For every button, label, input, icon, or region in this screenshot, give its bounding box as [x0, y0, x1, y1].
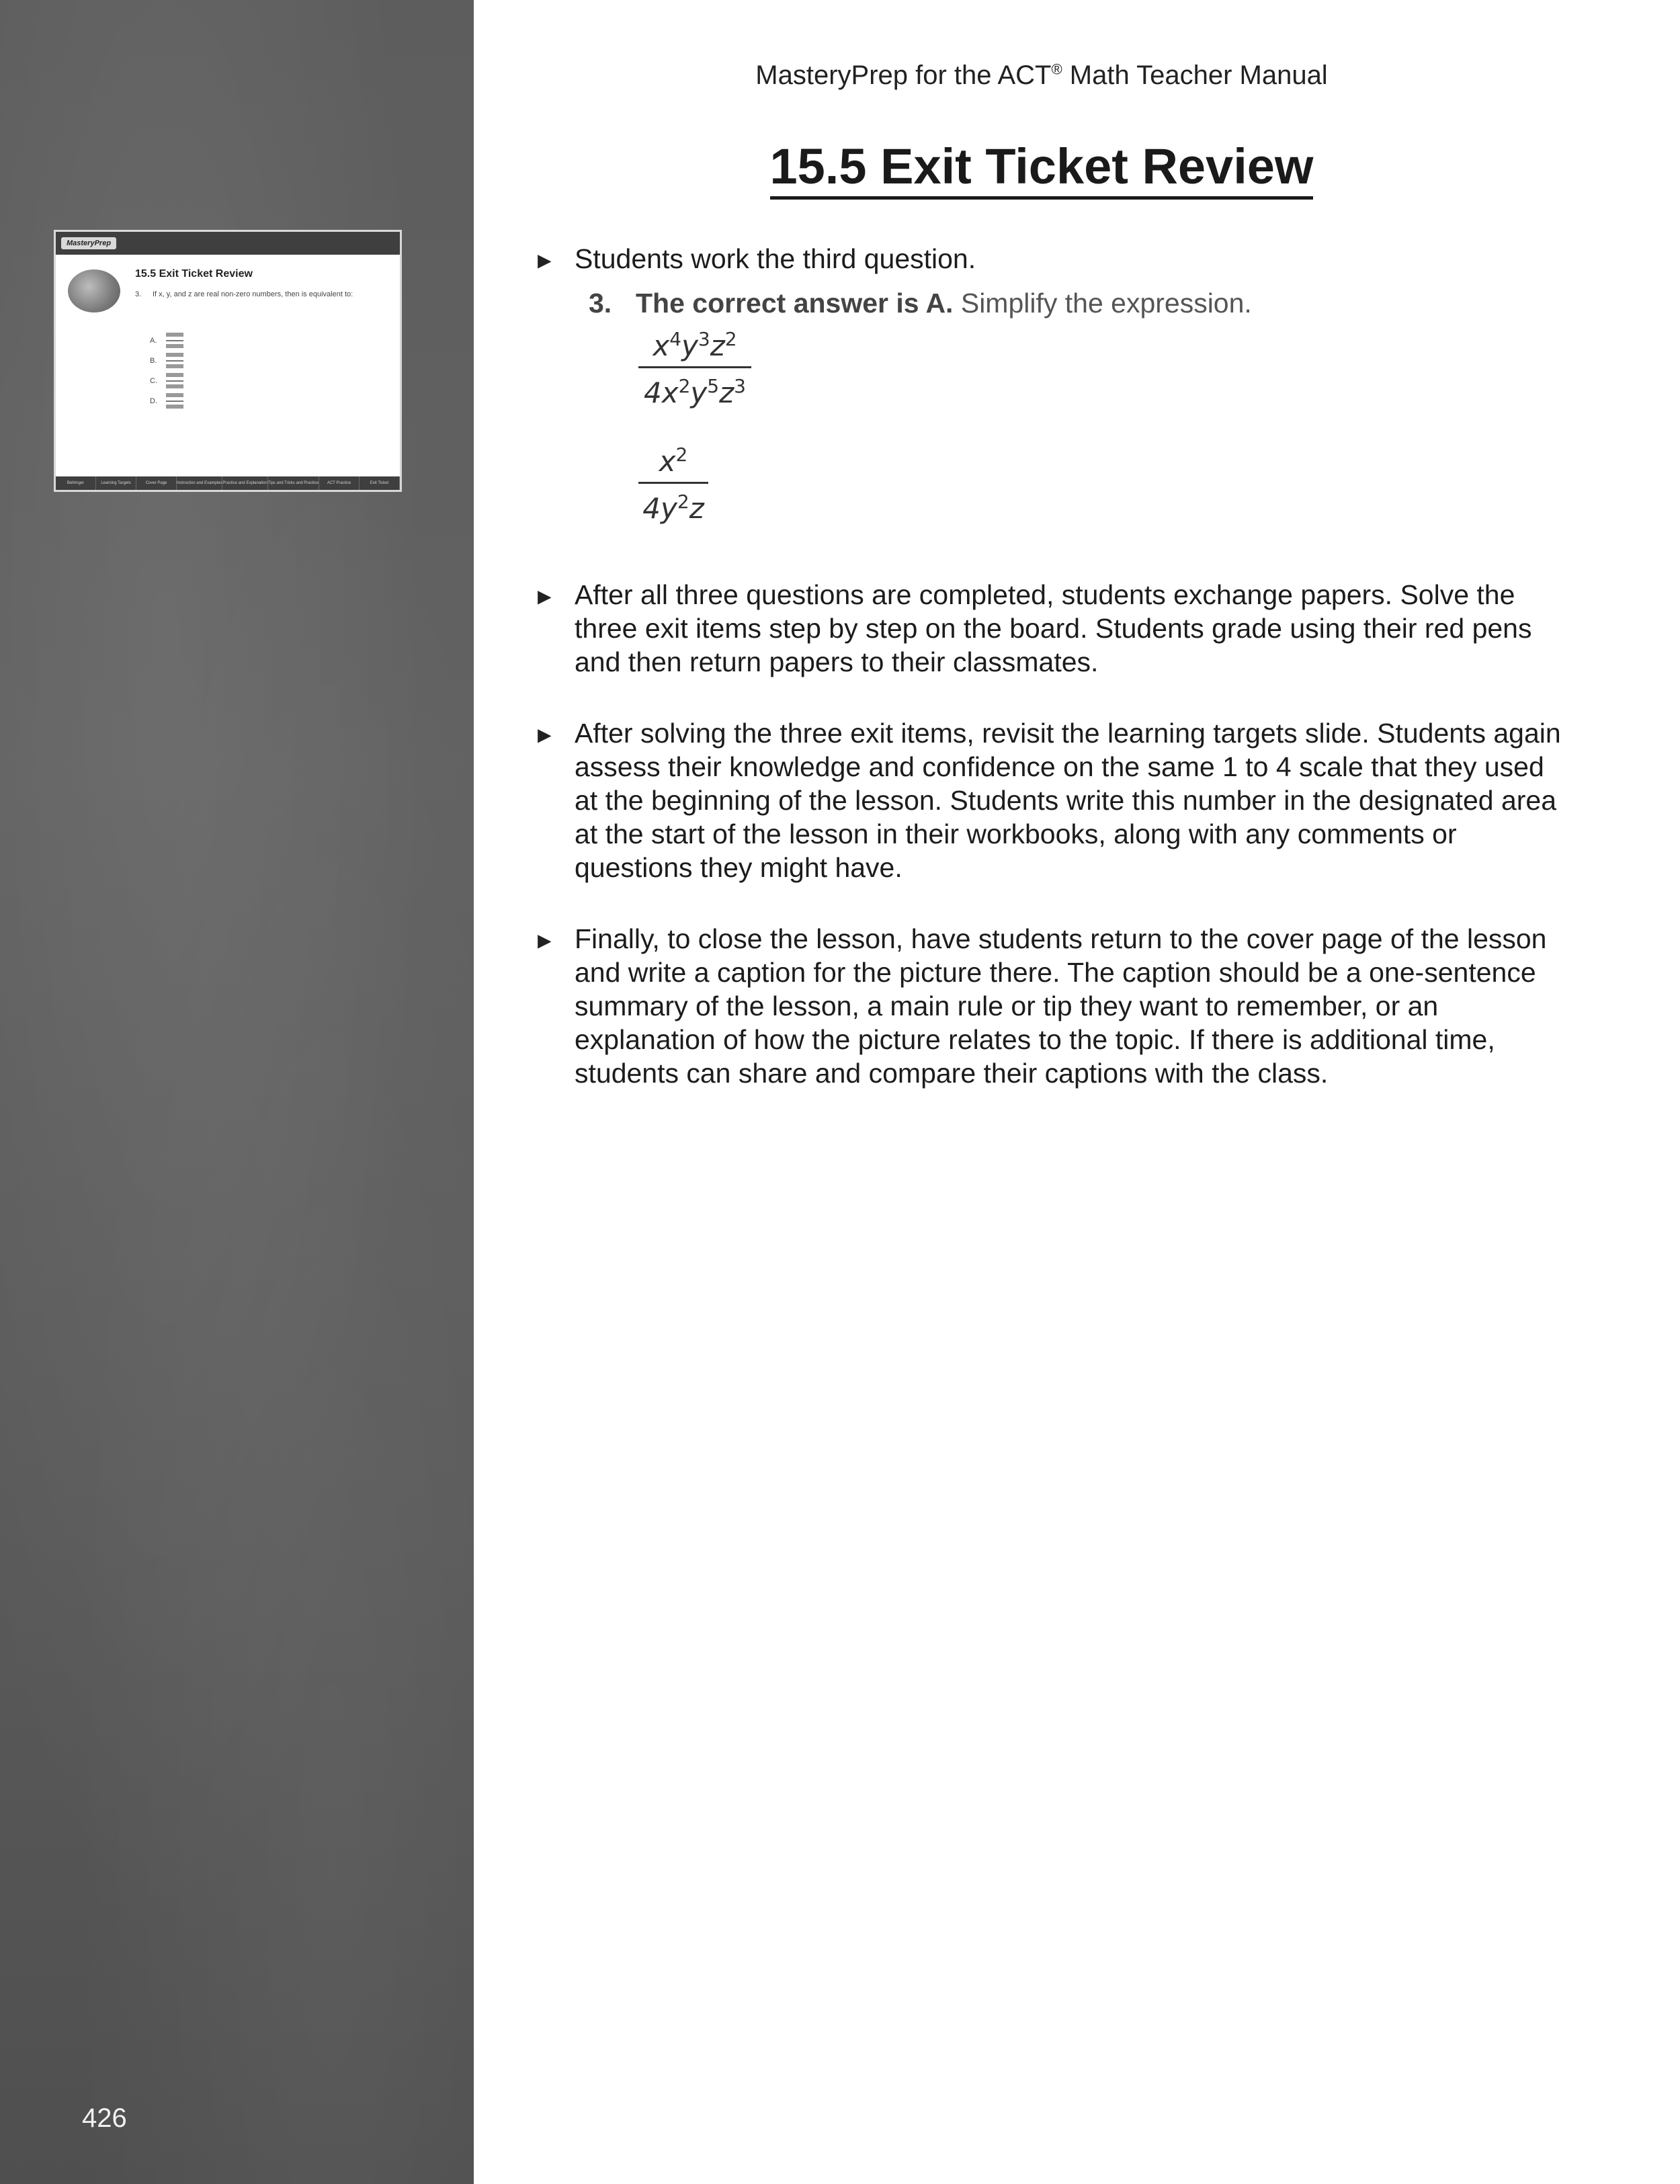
slide-nav-item: Tips and Tricks and Practice: [268, 476, 319, 490]
result-fraction: [638, 444, 708, 525]
slide-nav-item: Instruction and Examples: [177, 476, 222, 490]
slide-question-text: If x, y, and z are real non-zero numbers, then is equivalent to:: [153, 290, 353, 298]
bullet-arrow-icon: ▸: [538, 244, 552, 275]
fraction-bar: [638, 482, 708, 484]
slide-nav-item: Learning Targets: [96, 476, 136, 490]
bullet-arrow-icon: ▸: [538, 580, 552, 611]
chalkboard-sidebar: [0, 0, 474, 2184]
slide-choice-fraction: [166, 373, 183, 388]
slide-top-bar: [56, 232, 400, 255]
fraction-bar: [638, 366, 751, 368]
slide-thumbnail: [54, 230, 402, 492]
slide-logo: MasteryPrep: [61, 237, 116, 249]
slide-nav-bar: [56, 476, 400, 490]
running-header: [474, 60, 1609, 91]
result-denominator: $4y^2z$: [642, 491, 704, 525]
slide-title: 15.5 Exit Ticket Review: [135, 268, 253, 280]
bullet-text: After solving the three exit items, revisit the learning targets slide. Students again assess their knowledge and confidence on the same 1 to 4 scale that they used at the beginning of the lesson. Students write this number in the designated area at the start of the lesson in their workbooks, along with any comments or questions they might have.: [575, 718, 1561, 883]
slide-choice-fraction: [166, 333, 183, 348]
bullet-text: After all three questions are completed, students exchange papers. Solve the three exit items step by step on the board. Students grade using their red pens and then return papers to their classmates.: [575, 579, 1532, 677]
page-title: 15.5 Exit Ticket Review: [770, 138, 1314, 200]
slide-choice-label: A.: [150, 337, 157, 345]
answer-number: 3.: [589, 288, 612, 319]
slide-question-number: 3.: [135, 290, 142, 298]
expression-fraction: [638, 328, 751, 409]
slide-choice-fraction: [166, 393, 183, 409]
slide-nav-item: ACT Practice: [319, 476, 360, 490]
slide-choice-fraction: [166, 353, 183, 368]
page-number: 426: [82, 2103, 127, 2133]
bullet-text: Students work the third question.: [575, 243, 976, 274]
title-wrap: [474, 138, 1609, 200]
expression-numerator: $x^4y^3z^2$: [653, 328, 737, 362]
answer-lead: The correct answer is A.: [636, 288, 954, 319]
slide-choice-label: B.: [150, 357, 157, 365]
running-header-suffix: Math Teacher Manual: [1062, 60, 1328, 90]
slide-choice-label: D.: [150, 397, 157, 405]
running-header-prefix: MasteryPrep for the ACT: [755, 60, 1052, 90]
answer-text: Simplify the expression.: [953, 288, 1252, 319]
answer-line: [589, 288, 1252, 319]
slide-medallion-icon: [68, 269, 120, 312]
bullet-text: Finally, to close the lesson, have students return to the cover page of the lesson and write a caption for the picture there. The caption should be a one-sentence summary of the lesson, a main rule or tip they want to remember, or an explanation of how the picture relates to the topic. If there is additional time, students can share and compare their captions with the class.: [575, 923, 1547, 1089]
slide-nav-item: Exit Ticket: [360, 476, 400, 490]
slide-nav-item: Practice and Explanation: [222, 476, 267, 490]
slide-choice-label: C.: [150, 377, 157, 385]
expression-denominator: $4x^2y^5z^3$: [644, 375, 746, 409]
slide-nav-item: Bellringer: [56, 476, 96, 490]
slide-nav-item: Cover Page: [136, 476, 177, 490]
bullet-arrow-icon: ▸: [538, 718, 552, 749]
registered-mark: ®: [1051, 60, 1062, 78]
bullet-arrow-icon: ▸: [538, 924, 552, 955]
result-numerator: $x^2$: [659, 444, 688, 478]
